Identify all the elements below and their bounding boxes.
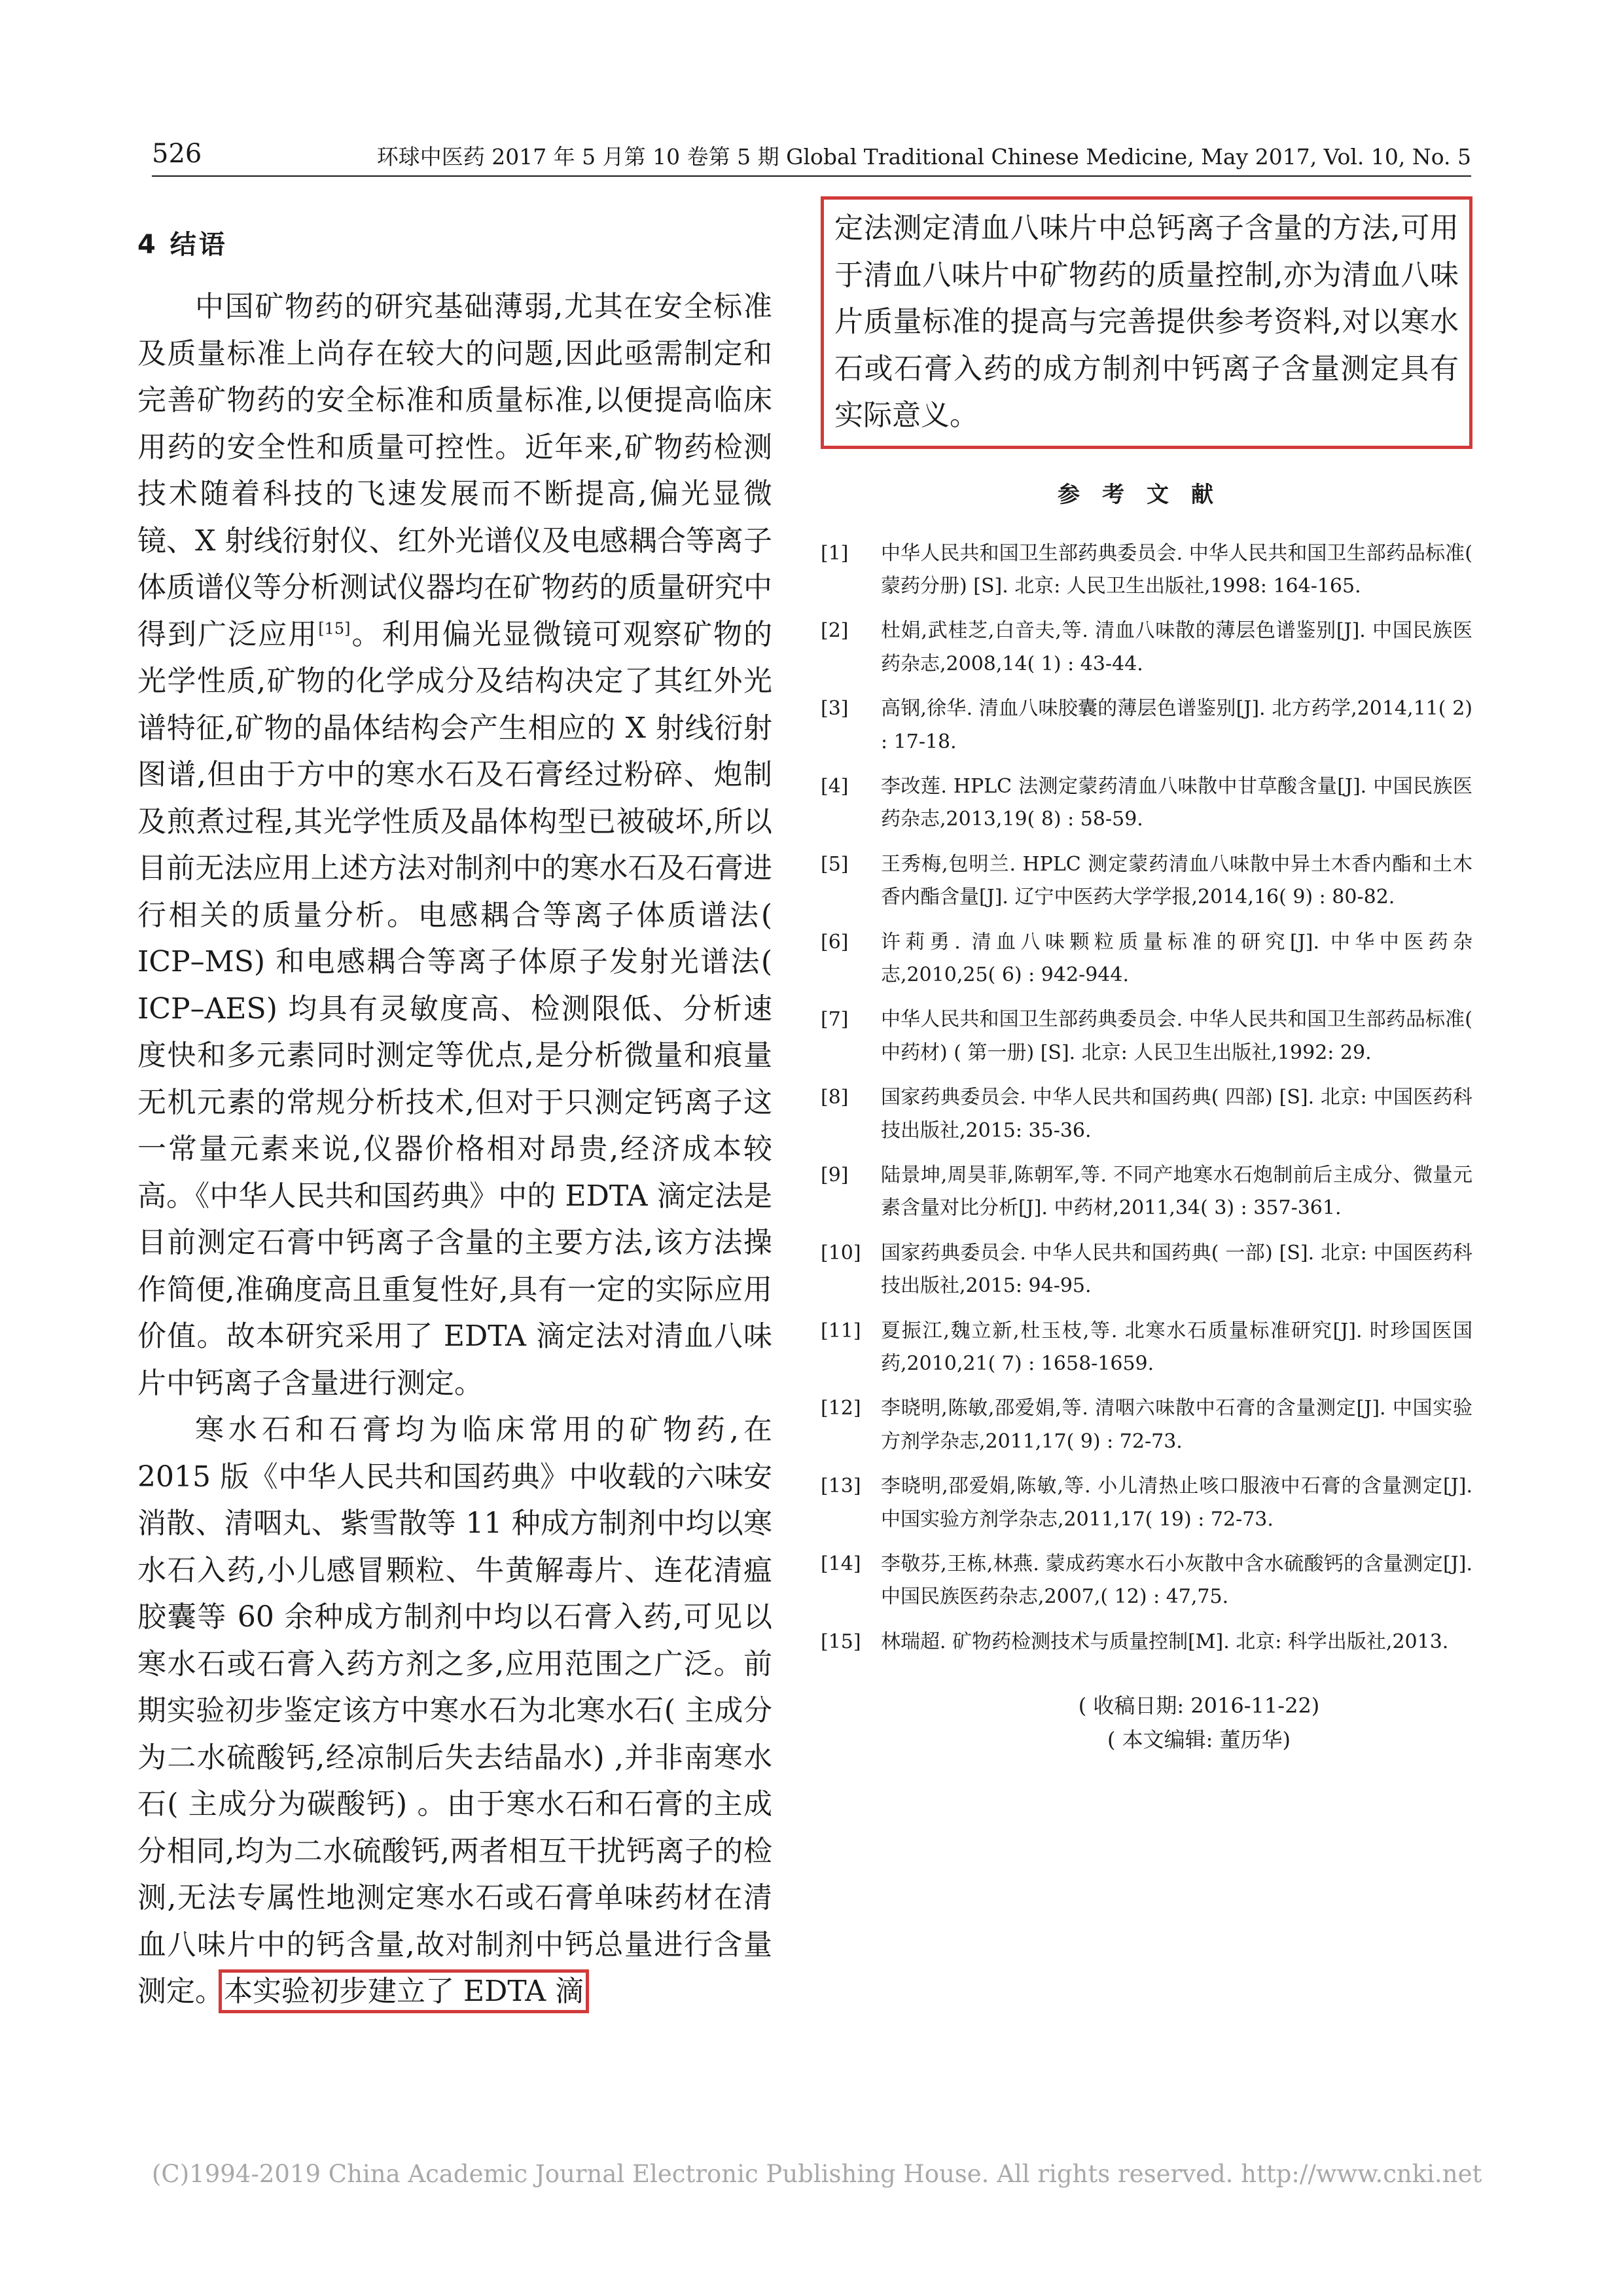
received-date: ( 收稿日期: 2016-11-22)	[1078, 1693, 1320, 1719]
reference-item	[821, 1159, 1472, 1225]
reference-number: [12]	[821, 1397, 861, 1420]
reference-text: 李敬芬,王栋,林燕. 蒙成药寒水石小灰散中含水硫酸钙的含量测定[J]. 中国民族医药杂志,2007,( 12) : 47,75.	[881, 1552, 1472, 1609]
reference-item	[821, 1548, 1472, 1614]
reference-number: [14]	[821, 1552, 861, 1576]
reference-number: [4]	[821, 774, 849, 798]
reference-item	[821, 615, 1472, 681]
reference-number: [11]	[821, 1319, 861, 1342]
page-number: 526	[152, 139, 202, 169]
reference-item	[821, 770, 1472, 836]
highlight-right-text: 定法测定清血八味片中总钙离子含量的方法,可用于清血八味片中矿物药的质量控制,亦为清血八味片质量标准的提高与完善提供参考资料,对以寒水石或石膏入药的成方制剂中钙离子含量测定具有实际意义。	[834, 211, 1459, 432]
reference-number: [7]	[821, 1008, 849, 1031]
citation-15[interactable]: [15]	[318, 619, 351, 637]
highlight-left: 本实验初步建立了 EDTA 滴	[224, 1975, 584, 2008]
reference-number: [13]	[821, 1475, 861, 1498]
editor-credit: ( 本文编辑: 董历华)	[1107, 1727, 1291, 1753]
paragraph-1-part-a: 中国矿物药的研究基础薄弱,尤其在安全标准及质量标准上尚存在较大的问题,因此亟需制定和完善矿物药的安全标准和质量标准,以便提高临床用药的安全性和质量可控性。近年来,矿物药检测技术随着科技的飞速发展而不断提高,偏光显微镜、X 射线衍射仪、红外光谱仪及电感耦合等离子体质谱仪等分析测试仪器均在矿物药的质量研究中得到广泛应用	[137, 290, 772, 651]
reference-list	[821, 537, 1472, 1659]
reference-text: 国家药典委员会. 中华人民共和国药典( 一部) [S]. 北京: 中国医药科技出版社,2015: 94-95.	[881, 1241, 1472, 1298]
reference-item	[821, 1081, 1472, 1147]
reference-text: 中华人民共和国卫生部药典委员会. 中华人民共和国卫生部药品标准( 中药材) ( 第一册) [S]. 北京: 人民卫生出版社,1992: 29.	[881, 1008, 1472, 1064]
reference-number: [10]	[821, 1241, 861, 1265]
reference-number: [9]	[821, 1164, 849, 1187]
reference-number: [8]	[821, 1086, 849, 1109]
copyright-footer: (C)1994-2019 China Academic Journal Electronic Publishing House. All rights reserved. http://www.cnki.net	[152, 2160, 1482, 2188]
reference-text: 中华人民共和国卫生部药典委员会. 中华人民共和国卫生部药品标准( 蒙药分册) [S]. 北京: 人民卫生出版社,1998: 164-165.	[881, 541, 1472, 598]
reference-item	[821, 1392, 1472, 1458]
reference-text: 李晓明,陈敏,邵爱娟,等. 清咽六味散中石膏的含量测定[J]. 中国实验方剂学杂志,2011,17( 9) : 72-73.	[881, 1397, 1472, 1453]
header-rule	[152, 175, 1471, 177]
reference-number: [3]	[821, 697, 849, 721]
reference-text: 许莉勇. 清血八味颗粒质量标准的研究[J]. 中华中医药杂志,2010,25( 6) : 942-944.	[881, 930, 1472, 986]
reference-item	[821, 1315, 1472, 1381]
reference-text: 夏振江,魏立新,杜玉枝,等. 北寒水石质量标准研究[J]. 时珍国医国药,2010,21( 7) : 1658-1659.	[881, 1319, 1472, 1376]
references-heading: 参考文献	[1058, 481, 1236, 508]
highlight-right-box	[821, 196, 1472, 449]
reference-text: 王秀梅,包明兰. HPLC 测定蒙药清血八味散中异土木香内酯和土木香内酯含量[J]. 辽宁中医药大学学报,2014,16( 9) : 80-82.	[881, 852, 1472, 909]
reference-item	[821, 1470, 1472, 1536]
reference-number: [2]	[821, 619, 849, 643]
paragraph-2	[137, 1407, 772, 2015]
reference-number: [6]	[821, 930, 849, 954]
reference-text: 高钢,徐华. 清血八味胶囊的薄层色谱鉴别[J]. 北方药学,2014,11( 2) : 17-18.	[881, 697, 1472, 753]
section-heading: 4 结语	[137, 230, 228, 260]
reference-text: 杜娟,武桂芝,白音夫,等. 清血八味散的薄层色谱鉴别[J]. 中国民族医药杂志,2008,14( 1) : 43-44.	[881, 619, 1472, 675]
reference-text: 李晓明,邵爱娟,陈敏,等. 小儿清热止咳口服液中石膏的含量测定[J]. 中国实验方剂学杂志,2011,17( 19) : 72-73.	[881, 1475, 1472, 1531]
reference-text: 李改莲. HPLC 法测定蒙药清血八味散中甘草酸含量[J]. 中国民族医药杂志,2013,19( 8) : 58-59.	[881, 774, 1472, 831]
paragraph-2-text: 寒水石和石膏均为临床常用的矿物药,在 2015 版《中华人民共和国药典》中收载的六味安消散、清咽丸、紫雪散等 11 种成方制剂中均以寒水石入药,小儿感冒颗粒、牛黄解毒片、连花清瘟胶囊等 60 余种成方制剂中均以石膏入药,可见以寒水石或石膏入药方剂之多,应用范围之广泛。前期实验初步鉴定该方中寒水石为北寒水石( 主成分为二水硫酸钙,经凉制后失去结晶水) ,并非南寒水石( 主成分为碳酸钙) 。由于寒水石和石膏的主成分相同,均为二水硫酸钙,两者相互干扰钙离子的检测,无法专属性地测定寒水石或石膏单味药材在清血八味片中的钙含量,故对制剂中钙总量进行含量测定。	[137, 1413, 773, 2008]
running-header: 环球中医药 2017 年 5 月第 10 卷第 5 期 Global Traditional Chinese Medicine, May 2017, Vol. 10, No. 5	[376, 144, 1471, 170]
reference-item	[821, 1626, 1472, 1659]
reference-text: 国家药典委员会. 中华人民共和国药典( 四部) [S]. 北京: 中国医药科技出版社,2015: 35-36.	[881, 1086, 1472, 1142]
reference-number: [1]	[821, 541, 849, 565]
paragraph-1-part-b: 。利用偏光显微镜可观察矿物的光学性质,矿物的化学成分及结构决定了其红外光谱特征,矿物的晶体结构会产生相应的 X 射线衍射图谱,但由于方中的寒水石及石膏经过粉碎、炮制及煎煮过程,其光学性质及晶体构型已被破坏,所以目前无法应用上述方法对制剂中的寒水石及石膏进行相关的质量分析。电感耦合等离子体质谱法( ICP–MS) 和电感耦合等离子体原子发射光谱法( ICP–AES) 均具有灵敏度高、检测限低、分析速度快和多元素同时测定等优点,是分析微量和痕量无机元素的常规分析技术,但对于只测定钙离子这一常量元素来说,仪器价格相对昂贵,经济成本较高。《中华人民共和国药典》中的 EDTA 滴定法是目前测定石膏中钙离子含量的主要方法,该方法操作简便,准确度高且重复性好,具有一定的实际应用价值。故本研究采用了 EDTA 滴定法对清血八味片中钙离子含量进行测定。	[137, 617, 773, 1400]
reference-item	[821, 1003, 1472, 1069]
reference-item	[821, 692, 1472, 759]
paragraph-1	[137, 283, 772, 1407]
reference-item	[821, 1237, 1472, 1303]
reference-item	[821, 848, 1472, 914]
reference-item	[821, 926, 1472, 992]
receipt-info	[925, 1689, 1472, 1757]
right-column	[821, 196, 1472, 1757]
reference-text: 林瑞超. 矿物药检测技术与质量控制[M]. 北京: 科学出版社,2013.	[881, 1630, 1449, 1653]
reference-item	[821, 537, 1472, 603]
reference-text: 陆景坤,周昊菲,陈朝军,等. 不同产地寒水石炮制前后主成分、微量元素含量对比分析[J]. 中药材,2011,34( 3) : 357-361.	[881, 1164, 1472, 1220]
reference-number: [15]	[821, 1630, 861, 1653]
left-column	[137, 203, 772, 2015]
reference-number: [5]	[821, 852, 849, 876]
